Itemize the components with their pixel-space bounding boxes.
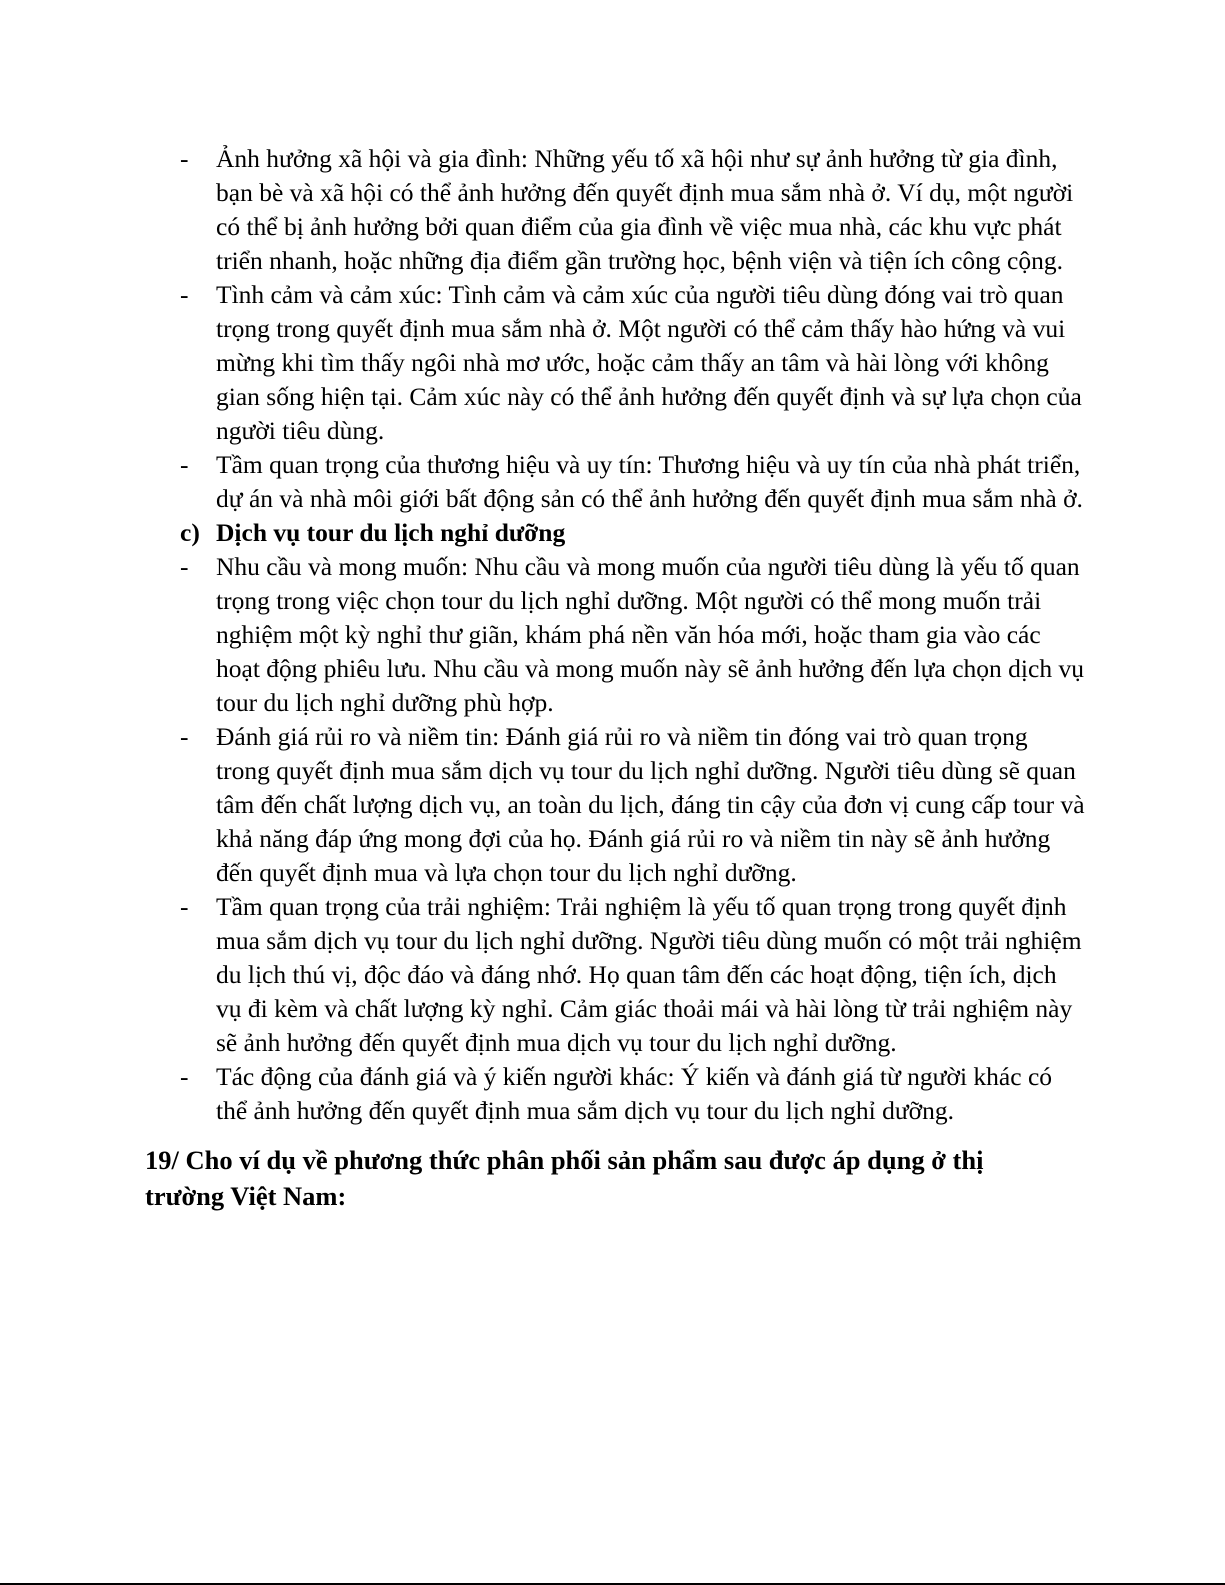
- list-item: [145, 890, 1085, 1060]
- bullet-dash: -: [180, 1062, 189, 1091]
- list-item-text: Tác động của đánh giá và ý kiến người khác: Ý kiến và đánh giá từ người khác có thể ảnh hưởng đến quyết định mua sắm dịch vụ tour du lịch nghỉ dưỡng.: [216, 1062, 1053, 1125]
- list-item: [145, 278, 1085, 448]
- list-item-text: Đánh giá rủi ro và niềm tin: Đánh giá rủi ro và niềm tin đóng vai trò quan trọng trong quyết định mua sắm dịch vụ tour du lịch nghỉ dưỡng. Người tiêu dùng sẽ quan tâm đến chất lượng dịch vụ, an toàn du lịch, đáng tin cậy của đơn vị cung cấp tour và khả năng đáp ứng mong đợi của họ. Đánh giá rủi ro và niềm tin này sẽ ảnh hưởng đến quyết định mua và lựa chọn tour du lịch nghỉ dưỡng.: [216, 722, 1085, 887]
- document-content: [145, 142, 1085, 1214]
- list-item: [145, 550, 1085, 720]
- bullet-dash: -: [180, 552, 189, 581]
- bullet-dash: -: [180, 280, 189, 309]
- list-item: [145, 448, 1085, 516]
- list-item-text: Nhu cầu và mong muốn: Nhu cầu và mong muốn của người tiêu dùng là yếu tố quan trọng trong việc chọn tour du lịch nghỉ dưỡng. Một người có thể mong muốn trải nghiệm một kỳ nghỉ thư giãn, khám phá nền văn hóa mới, hoặc tham gia vào các hoạt động phiêu lưu. Nhu cầu và mong muốn này sẽ ảnh hưởng đến lựa chọn dịch vụ tour du lịch nghỉ dưỡng phù hợp.: [216, 552, 1084, 717]
- list-item: [145, 720, 1085, 890]
- bullet-dash: -: [180, 892, 189, 921]
- bullet-list-housing: [145, 142, 1085, 516]
- list-item: [145, 142, 1085, 278]
- section-marker: c): [180, 518, 200, 547]
- bullet-dash: -: [180, 722, 189, 751]
- section-heading-c: [145, 516, 1085, 550]
- list-item-text: Tình cảm và cảm xúc: Tình cảm và cảm xúc của người tiêu dùng đóng vai trò quan trọng trong quyết định mua sắm nhà ở. Một người có thể cảm thấy hào hứng và vui mừng khi tìm thấy ngôi nhà mơ ước, hoặc cảm thấy an tâm và hài lòng với không gian sống hiện tại. Cảm xúc này có thể ảnh hưởng đến quyết định và sự lựa chọn của người tiêu dùng.: [216, 280, 1082, 445]
- list-item-text: Ảnh hưởng xã hội và gia đình: Những yếu tố xã hội như sự ảnh hưởng từ gia đình, bạn bè và xã hội có thể ảnh hưởng đến quyết định mua sắm nhà ở. Ví dụ, một người có thể bị ảnh hưởng bởi quan điểm của gia đình về việc mua nhà, các khu vực phát triển nhanh, hoặc những địa điểm gần trường học, bệnh viện và tiện ích công cộng.: [216, 144, 1074, 275]
- question-heading: 19/ Cho ví dụ về phương thức phân phối sản phẩm sau được áp dụng ở thị trường Việt Nam:: [145, 1145, 984, 1211]
- section-title: Dịch vụ tour du lịch nghỉ dưỡng: [216, 518, 566, 547]
- list-item: [145, 1060, 1085, 1128]
- bullet-list-tourism: [145, 550, 1085, 1128]
- bullet-dash: -: [180, 450, 189, 479]
- list-item-text: Tầm quan trọng của thương hiệu và uy tín: Thương hiệu và uy tín của nhà phát triển, dự án và nhà môi giới bất động sản có thể ảnh hưởng đến quyết định mua sắm nhà ở.: [216, 450, 1083, 513]
- list-item-text: Tầm quan trọng của trải nghiệm: Trải nghiệm là yếu tố quan trọng trong quyết định mua sắm dịch vụ tour du lịch nghỉ dưỡng. Người tiêu dùng muốn có một trải nghiệm du lịch thú vị, độc đáo và đáng nhớ. Họ quan tâm đến các hoạt động, tiện ích, dịch vụ đi kèm và chất lượng kỳ nghỉ. Cảm giác thoải mái và hài lòng từ trải nghiệm này sẽ ảnh hưởng đến quyết định mua dịch vụ tour du lịch nghỉ dưỡng.: [216, 892, 1082, 1057]
- bullet-dash: -: [180, 144, 189, 173]
